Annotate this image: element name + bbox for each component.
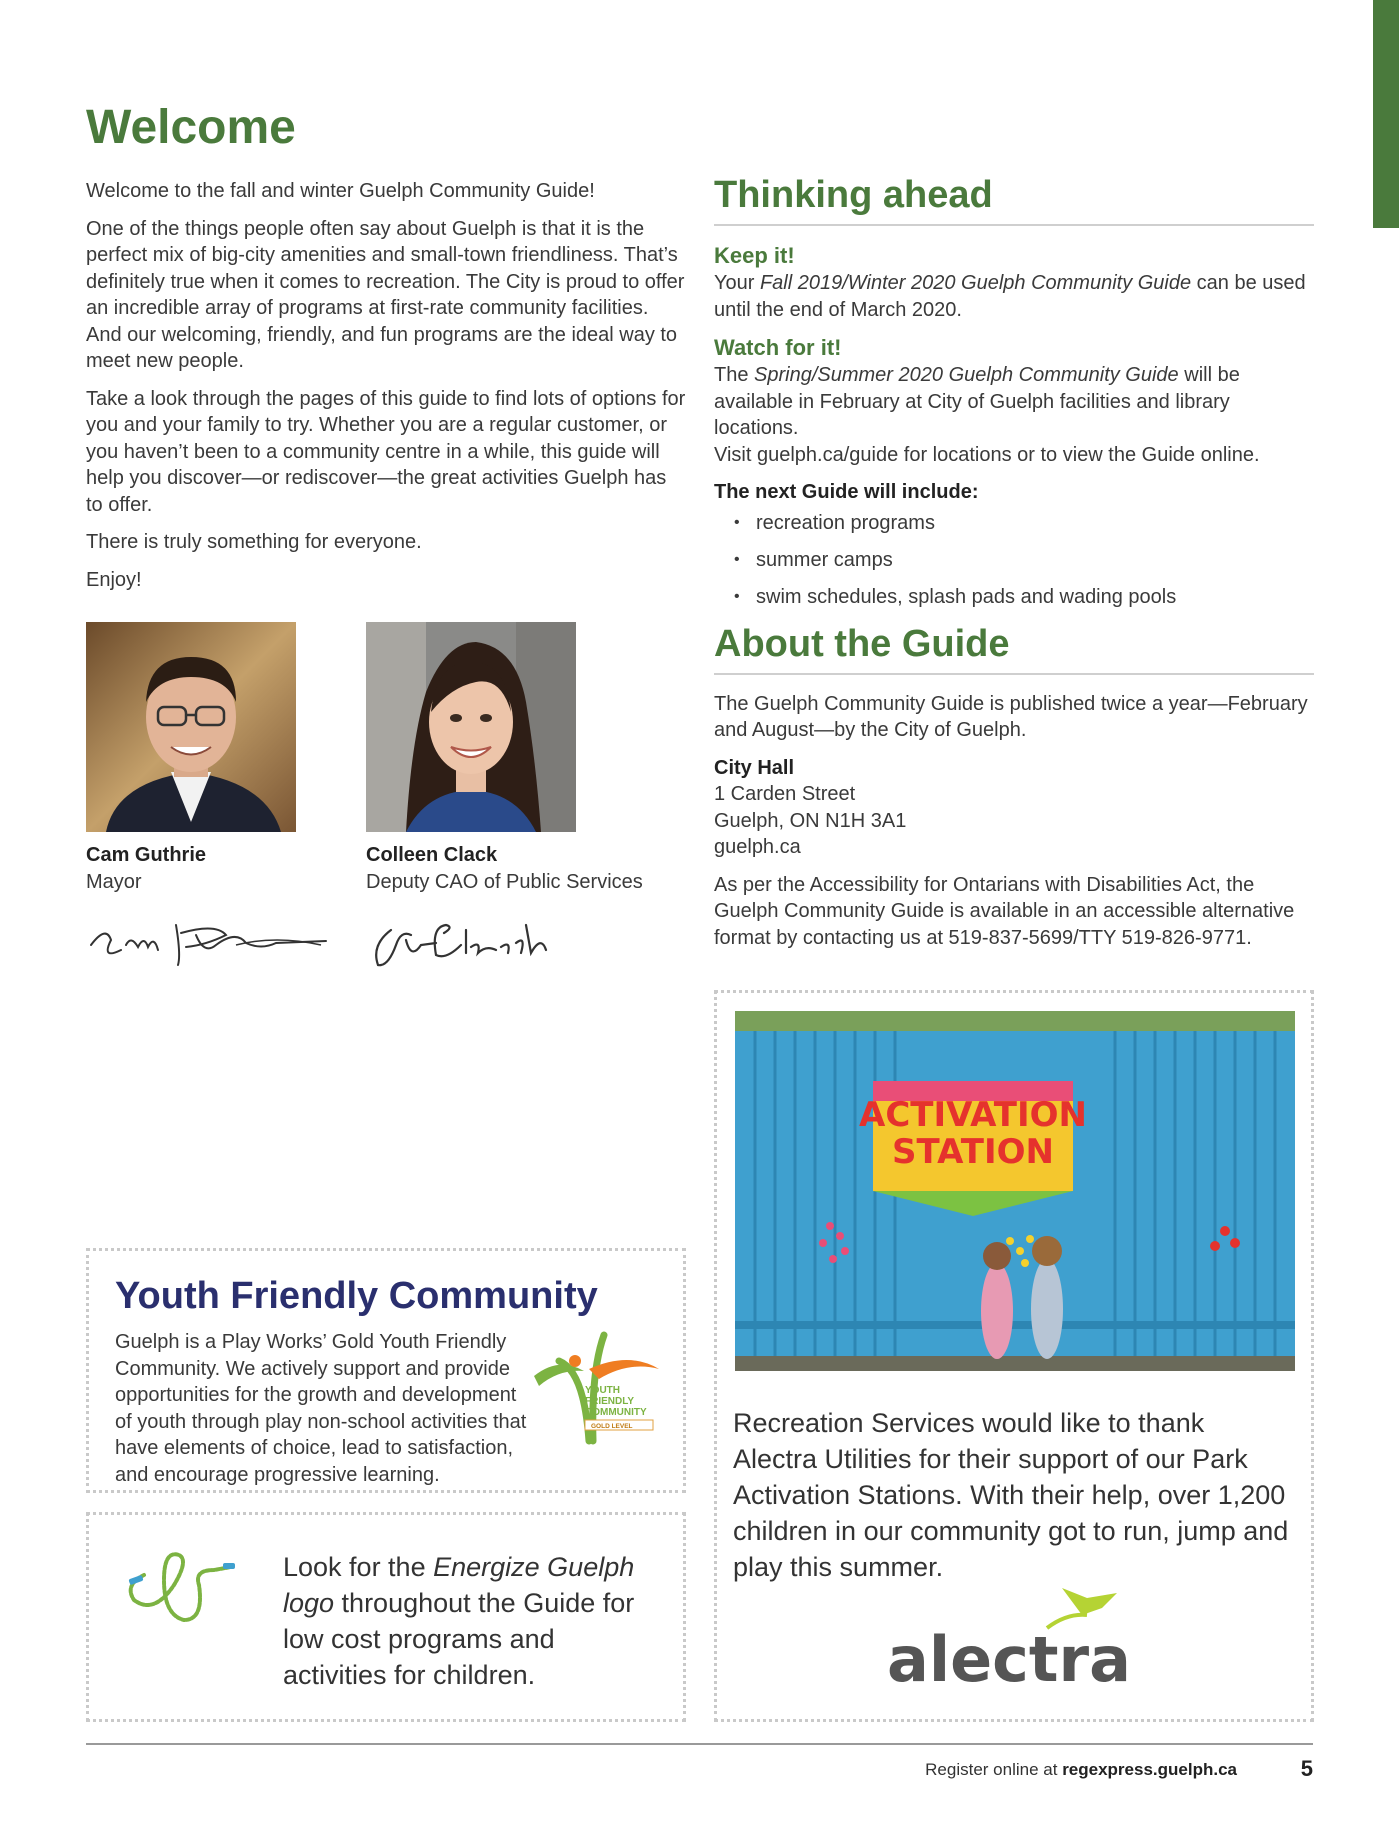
energize-text-pre: Look for the [283, 1552, 434, 1582]
welcome-body [86, 178, 686, 604]
mayor-caption [86, 842, 346, 896]
energize-text-post: throughout the Guide for low cost programs and activities for children. [283, 1588, 635, 1690]
watch-text-title: Spring/Summer 2020 Guelph Community Guide [754, 364, 1179, 386]
next-guide-list [714, 510, 1314, 610]
footer-register-label: Register online at [925, 1760, 1063, 1779]
welcome-paragraph: Take a look through the pages of this guide to find lots of options for you and your family to try. Whether you are a regular customer, or you haven’t been to a community centre in a while, this guide will help you discover—or rediscover—the great activities Guelph has to offer. [86, 387, 686, 516]
youth-friendly-logo [529, 1331, 669, 1451]
person-name: Cam Guthrie [86, 844, 207, 866]
keep-it-heading: Keep it! [714, 243, 795, 268]
logo-text: COMMUNITY [585, 1407, 647, 1418]
footer-divider [86, 1743, 1313, 1745]
right-column [714, 172, 1314, 962]
youth-friendly-text: Guelph is a Play Works’ Gold Youth Friendly Community. We actively support and provide opportunities for the growth and development of youth through play non-school activities that have elements of choice, lead to satisfaction, and encourage progressive learning. [115, 1331, 527, 1486]
watch-for-it-heading: Watch for it! [714, 335, 842, 360]
list-item: • summer camps [714, 547, 1314, 573]
list-item: • swim schedules, splash pads and wading pools [714, 584, 1314, 610]
person-title: Mayor [86, 871, 142, 893]
keep-text-post: can be used until the end of March 2020. [714, 272, 1306, 321]
energize-guelph-box [86, 1512, 686, 1722]
section-tab [1373, 0, 1399, 228]
alectra-wordmark: alectra [887, 1623, 1131, 1693]
thinking-ahead-heading: Thinking ahead [714, 174, 993, 216]
address-line: Guelph, ON N1H 3A1 [714, 809, 907, 832]
watch-text-post: will be available in February at City of Guelph facilities and library locations. [714, 364, 1240, 439]
person-name: Colleen Clack [366, 844, 498, 866]
about-intro: The Guelph Community Guide is published twice a year—February and August—by the City of Guelph. [714, 692, 1308, 741]
youth-friendly-box [86, 1248, 686, 1493]
page-number: 5 [1300, 1756, 1313, 1781]
alectra-thanks-text: Recreation Services would like to thank Alectra Utilities for their support of our Park Activation Stations. With their help, over 1,200 children in our community got to run, jump and play this summer. [733, 1408, 1289, 1582]
welcome-paragraph: Enjoy! [86, 568, 142, 591]
welcome-paragraph: There is truly something for everyone. [86, 531, 422, 553]
divider [714, 224, 1314, 226]
watch-visit-text: Visit guelph.ca/guide for locations or to view the Guide online. [714, 443, 1260, 466]
keep-text-pre: Your [714, 272, 760, 294]
energize-logo-name: Energize Guelph logo [283, 1552, 635, 1618]
welcome-heading: Welcome [86, 101, 296, 154]
youth-friendly-heading: Youth Friendly Community [115, 1275, 598, 1317]
alectra-logo [887, 1583, 1147, 1693]
energize-guelph-text [283, 1549, 663, 1693]
logo-text: YOUTH [585, 1385, 620, 1396]
watch-text-pre: The [714, 364, 755, 386]
welcome-paragraph: Welcome to the fall and winter Guelph Community Guide! [86, 180, 595, 202]
welcome-paragraph: One of the things people often say about Guelph is that it is the perfect mix of big-city amenities and small-town friendliness. That’s definitely true when it comes to recreation. The City is proud to offer an incredible array of programs at first-rate community facilities. And our welcoming, friendly, and fun programs are the ideal way to meet new people. [86, 217, 685, 372]
about-guide-heading: About the Guide [714, 622, 1010, 665]
sign-text: ACTIVATION [859, 1095, 1087, 1135]
footer-register [925, 1760, 1237, 1780]
alectra-thanks-box [714, 990, 1314, 1722]
mayor-signature [86, 905, 346, 975]
divider [714, 673, 1314, 675]
website-link[interactable]: guelph.ca [714, 836, 801, 858]
sign-text: STATION [892, 1132, 1054, 1172]
address-line: 1 Carden Street [714, 783, 856, 805]
register-link[interactable]: regexpress.guelph.ca [1062, 1760, 1237, 1779]
next-guide-label: The next Guide will include: [714, 481, 979, 503]
keep-text-title: Fall 2019/Winter 2020 Guelph Community Guide [759, 272, 1192, 294]
activation-station-photo [735, 1011, 1295, 1371]
city-hall-label: City Hall [714, 756, 795, 779]
energize-guelph-logo [119, 1545, 239, 1625]
deputy-cao-caption [366, 842, 686, 896]
deputy-cao-signature [366, 905, 626, 975]
mayor-photo [86, 622, 296, 832]
keep-it-text [714, 270, 1314, 323]
watch-for-it-text [714, 362, 1314, 442]
logo-text: FRIENDLY [585, 1396, 635, 1407]
accessibility-text: As per the Accessibility for Ontarians with Disabilities Act, the Guelph Community Guide is available in an accessible alternative format by contacting us at 519-837-5699/TTY 519-826-9771. [714, 873, 1295, 949]
person-title: Deputy CAO of Public Services [366, 871, 643, 893]
deputy-cao-photo [366, 622, 576, 832]
logo-text: GOLD LEVEL [591, 1423, 633, 1430]
list-item: • recreation programs [714, 510, 1314, 536]
